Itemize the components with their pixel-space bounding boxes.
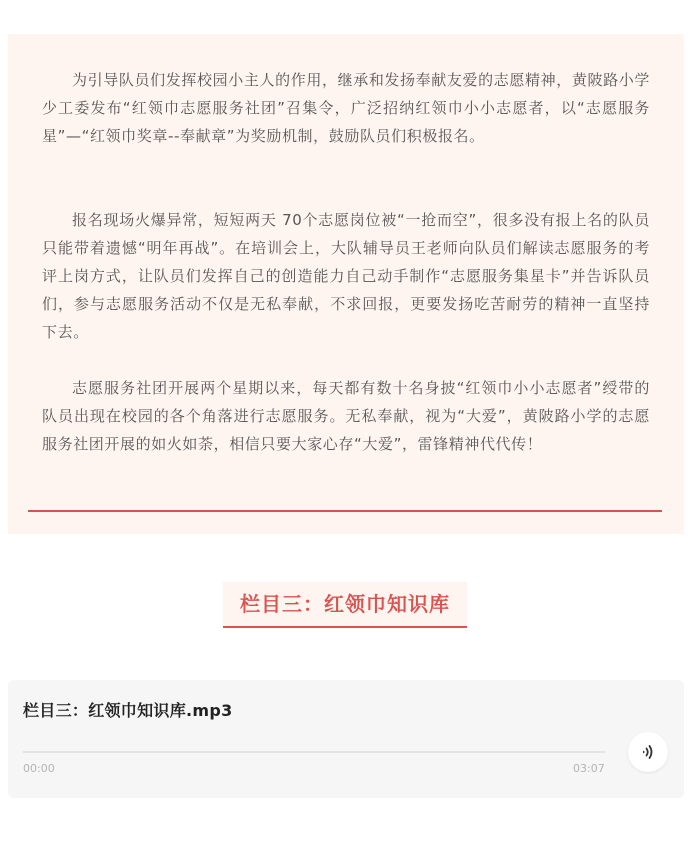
audio-title: 栏目三：红领巾知识库.mp3 xyxy=(23,701,233,720)
sound-wave-icon xyxy=(640,743,656,761)
audio-current-time: 00:00 xyxy=(23,762,55,775)
audio-player xyxy=(8,680,684,798)
audio-duration: 03:07 xyxy=(573,762,605,775)
article-paragraph-3: 志愿服务社团开展两个星期以来，每天都有数十名身披“红领巾小小志愿者”绶带的队员出现在校园的各个角落进行志愿服务。无私奉献，视为“大爱”，黄陂路小学的志愿服务社团开展的如火如荼，相信只要大家心存“大爱”，雷锋精神代代传！ xyxy=(42,379,650,453)
section-heading: 栏目三：红领巾知识库 xyxy=(223,582,467,628)
article-box xyxy=(8,34,684,534)
audio-play-button[interactable] xyxy=(628,732,668,772)
article-paragraph-1: 为引导队员们发挥校园小主人的作用，继承和发扬奉献友爱的志愿精神，黄陂路小学少工委发布“红领巾志愿服务社团”召集令，广泛招纳红领巾小小志愿者，以“志愿服务星”—“红领巾奖章--奉献章”为奖励机制，鼓励队员们积极报名。 xyxy=(42,71,650,145)
audio-progress-bar[interactable] xyxy=(23,751,605,753)
article-paragraph-2: 报名现场火爆异常，短短两天 70个志愿岗位被“一抢而空”，很多没有报上名的队员只能带着遗憾“明年再战”。在培训会上，大队辅导员王老师向队员们解读志愿服务的考评上岗方式，让队员们发挥自己的创造能力自己动手制作“志愿服务集星卡”并告诉队员们，参与志愿服务活动不仅是无私奉献，不求回报，更要发扬吃苦耐劳的精神一直坚持下去。 xyxy=(42,211,650,341)
divider-line xyxy=(28,510,662,512)
